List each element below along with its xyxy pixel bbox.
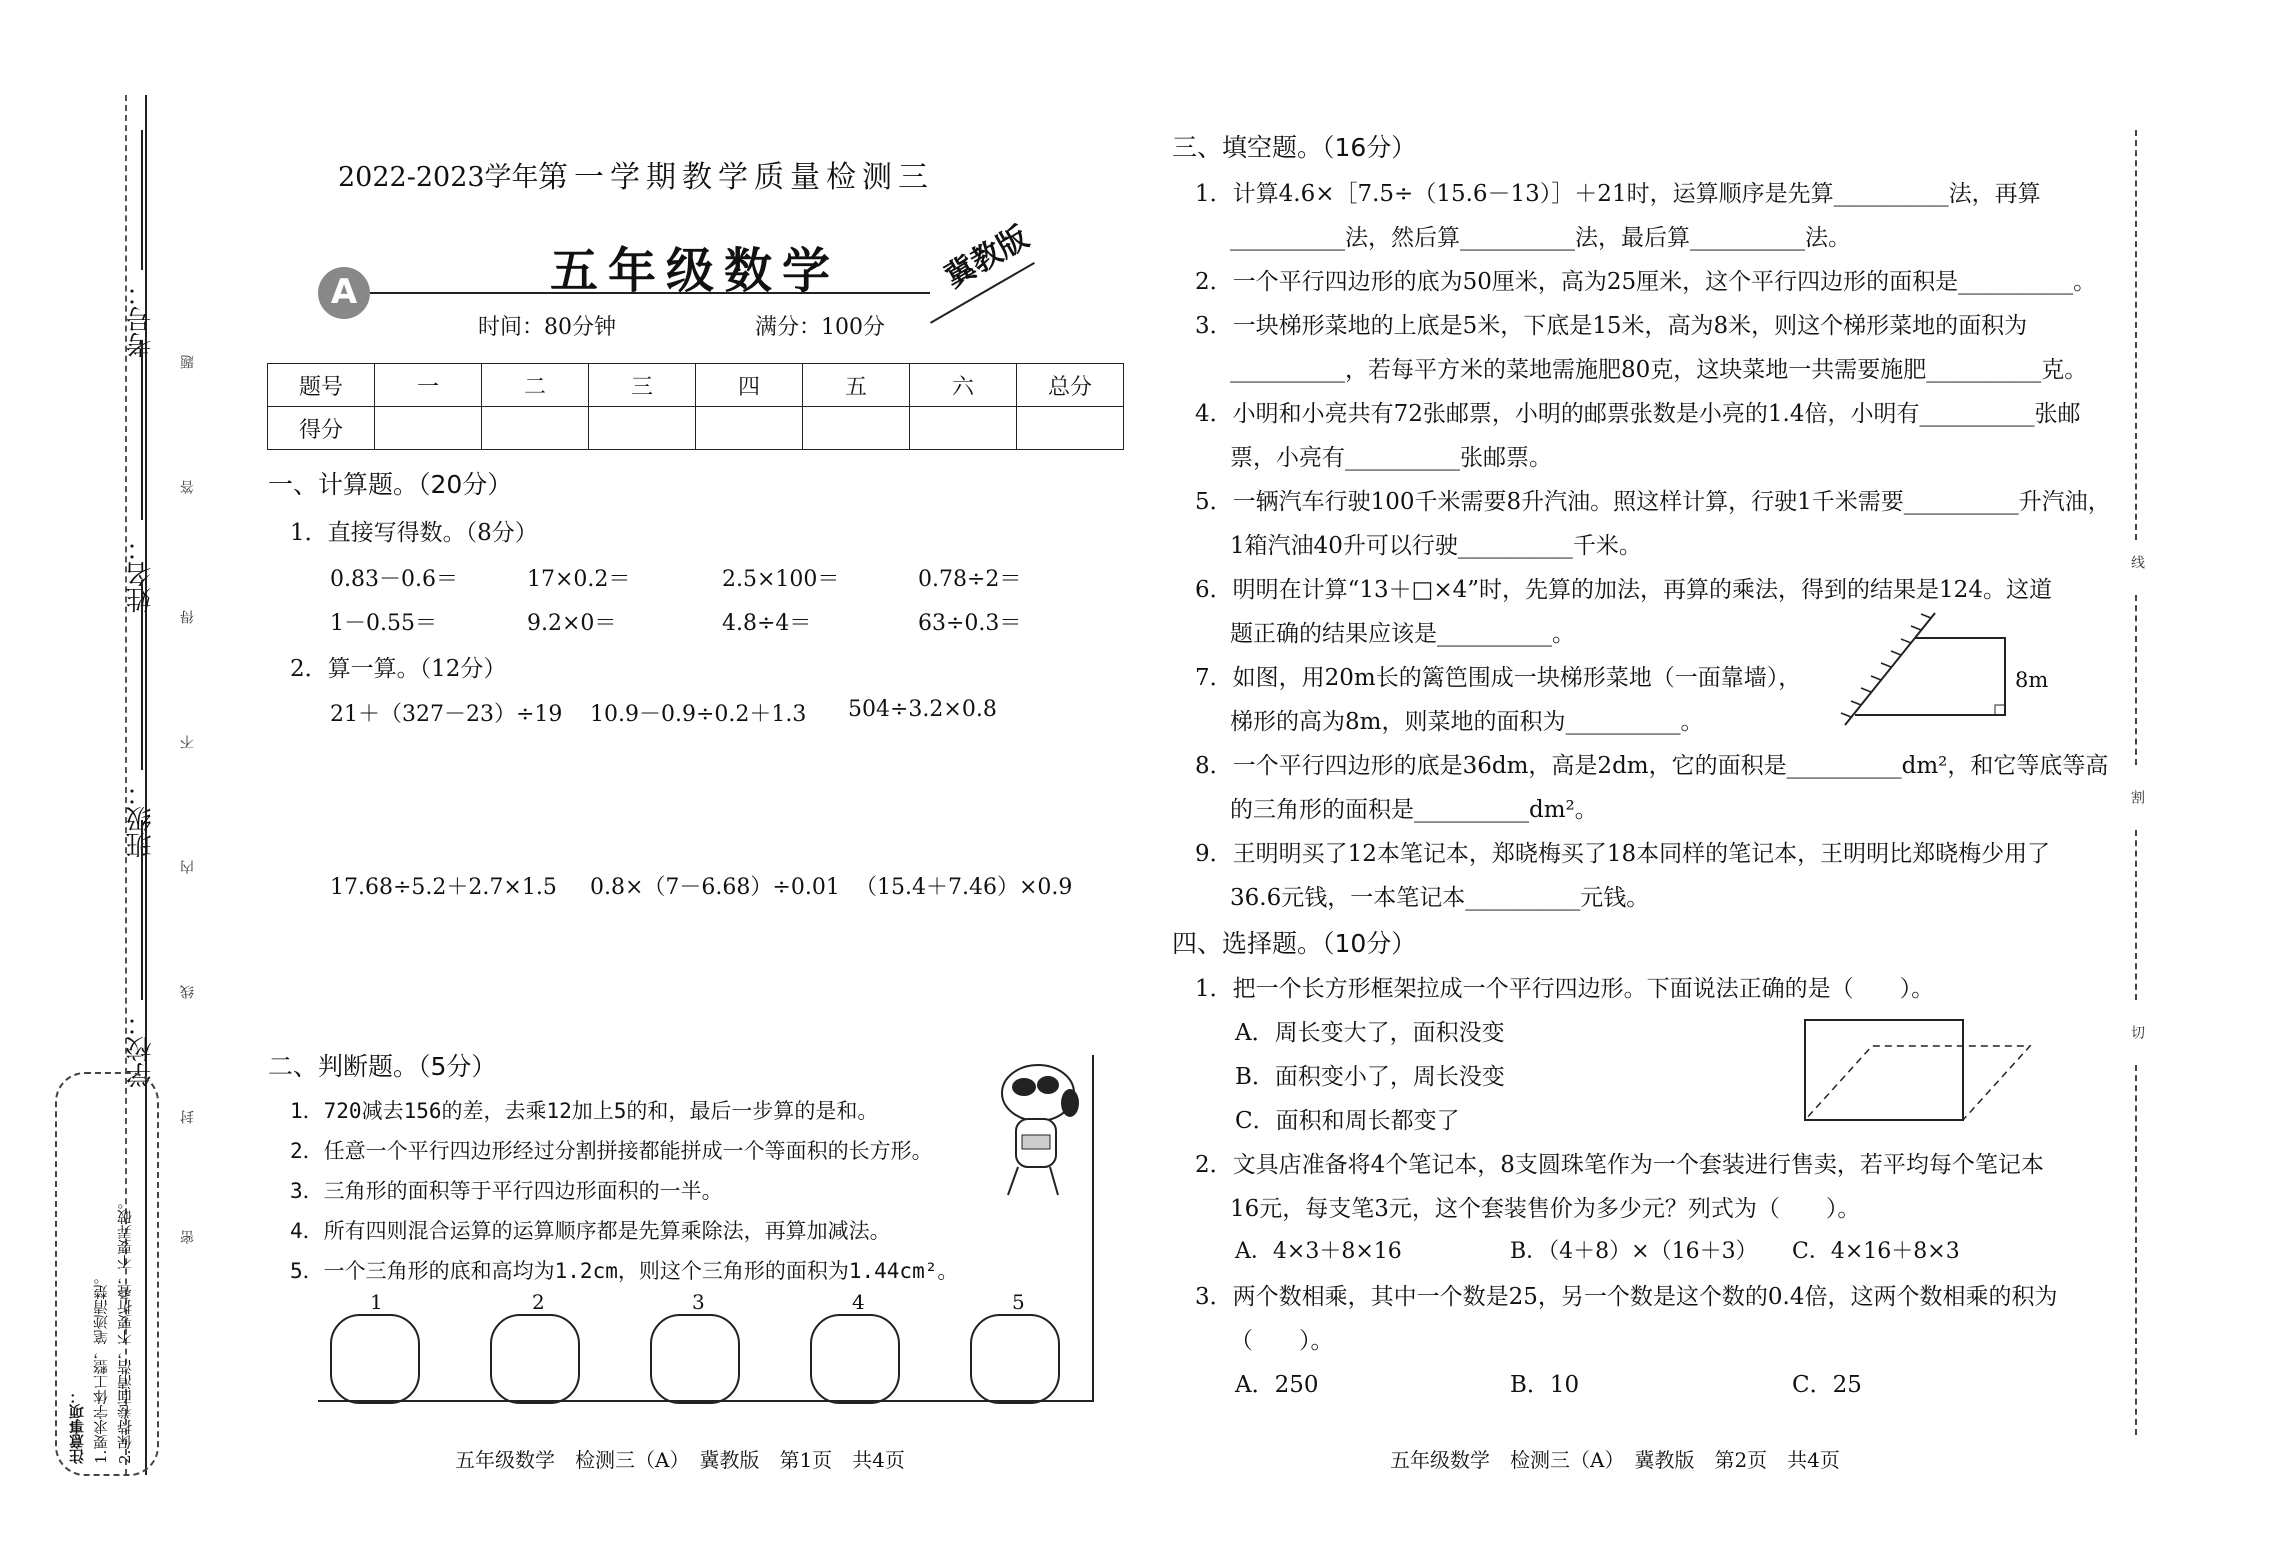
judgement-item: 2．任意一个平行四边形经过分割拼接都能拼成一个等面积的长方形。 bbox=[290, 1139, 933, 1163]
edition-badge: A bbox=[318, 267, 370, 319]
fill-line: 4．小明和小亮共有72张邮票，小明的邮票张数是小亮的1.4倍，小明有__________张邮 bbox=[1195, 401, 2081, 427]
fill-line: 题正确的结果应该是__________。 bbox=[1230, 621, 1575, 647]
cut-word: 不 bbox=[180, 735, 196, 749]
score-input-cell[interactable] bbox=[482, 407, 589, 450]
judgement-answer-box[interactable] bbox=[490, 1314, 580, 1404]
table-cell: 题号 bbox=[268, 364, 375, 407]
cut-word: 封 bbox=[180, 1110, 196, 1124]
cut-word: 线 bbox=[180, 985, 196, 999]
judgement-answer-box[interactable] bbox=[330, 1314, 420, 1404]
direct-calc-item: 4.8÷4＝ bbox=[722, 611, 812, 636]
cut-dashed-line bbox=[2135, 830, 2137, 1000]
cut-dashed-line bbox=[2135, 1065, 2137, 1435]
table-cell: 四 bbox=[696, 364, 803, 407]
school-year: 2022-2023学年 bbox=[338, 162, 539, 193]
choice-question: 1．把一个长方形框架拉成一个平行四边形。下面说法正确的是（ ）。 bbox=[1195, 976, 1935, 1002]
cut-word: 密 bbox=[180, 1230, 196, 1244]
section-title: 四、选择题。（10分） bbox=[1172, 929, 1417, 958]
note-item: 2.保持卷面清洁，不要折叠，不要弄破。 bbox=[116, 1194, 134, 1464]
answer-box-number: 1 bbox=[370, 1290, 383, 1314]
choice-question: 3．两个数相乘，其中一个数是25，另一个数是这个数的0.4倍，这两个数相乘的积为 bbox=[1195, 1284, 2058, 1310]
section-title: 一、计算题。（20分） bbox=[268, 470, 513, 499]
snoopy-illustration-icon bbox=[978, 1055, 1098, 1200]
choice-option[interactable]: A．250 bbox=[1235, 1372, 1319, 1398]
cut-word: 切 bbox=[2129, 1025, 2145, 1039]
cut-word: 线 bbox=[2129, 555, 2145, 569]
fill-line: 7．如图，用20m长的篱笆围成一块梯形菜地（一面靠墙）， bbox=[1195, 665, 1802, 691]
fill-line: 8．一个平行四边形的底是36dm，高是2dm，它的面积是__________dm²，和它等底等高 bbox=[1195, 753, 2109, 779]
fill-line: 36.6元钱，一本笔记本__________元钱。 bbox=[1230, 885, 1650, 911]
calc-item: 10.9－0.9÷0.2＋1.3 bbox=[590, 702, 807, 727]
cut-word: 割 bbox=[2129, 790, 2145, 804]
cut-word: 内 bbox=[180, 860, 196, 874]
judgement-answer-box[interactable] bbox=[810, 1314, 900, 1404]
answer-area-border bbox=[1092, 1055, 1094, 1400]
table-cell: 二 bbox=[482, 364, 589, 407]
fill-line: 2．一个平行四边形的底为50厘米，高为25厘米，这个平行四边形的面积是__________。 bbox=[1195, 269, 2097, 295]
calc-item: 17.68÷5.2＋2.7×1.5 bbox=[330, 875, 557, 900]
cut-word: 题 bbox=[180, 355, 196, 369]
direct-calc-item: 0.83－0.6＝ bbox=[330, 567, 458, 592]
score-table-score-row bbox=[268, 407, 1124, 450]
table-cell: 三 bbox=[589, 364, 696, 407]
note-item: 1.要求字体工整，笔迹清楚。 bbox=[92, 1269, 110, 1464]
direct-calc-item: 2.5×100＝ bbox=[722, 567, 840, 592]
exam-title: 五年级数学 bbox=[550, 243, 841, 299]
table-cell: 一 bbox=[375, 364, 482, 407]
table-cell: 五 bbox=[803, 364, 910, 407]
school-label: 学校： bbox=[126, 1010, 156, 1088]
choice-option[interactable]: C．4×16＋8×3 bbox=[1792, 1239, 1960, 1264]
table-cell: 得分 bbox=[268, 407, 375, 450]
fill-line: 3．一块梯形菜地的上底是5米，下底是15米，高为8米，则这个梯形菜地的面积为 bbox=[1195, 313, 2028, 339]
answer-box-number: 3 bbox=[692, 1290, 705, 1314]
exam-term: 第一学期教学质量检测三 bbox=[538, 160, 934, 195]
choice-option[interactable]: C．25 bbox=[1792, 1372, 1862, 1398]
score-input-cell[interactable] bbox=[1017, 407, 1124, 450]
page-footer-right: 五年级数学 检测三（A） 冀教版 第2页 共4页 bbox=[1390, 1448, 1840, 1472]
class-field[interactable] bbox=[141, 580, 143, 770]
figure-height-label: 8m bbox=[2015, 668, 2049, 692]
direct-calc-item: 9.2×0＝ bbox=[527, 611, 617, 636]
direct-calc-item: 17×0.2＝ bbox=[527, 567, 631, 592]
score-input-cell[interactable] bbox=[375, 407, 482, 450]
calc-item: 0.8×（7－6.68）÷0.01 bbox=[590, 875, 840, 900]
direct-calc-item: 0.78÷2＝ bbox=[918, 567, 1022, 592]
choice-question: 2．文具店准备将4个笔记本，8支圆珠笔作为一个套装进行售卖，若平均每个笔记本 bbox=[1195, 1152, 2044, 1178]
score-input-cell[interactable] bbox=[589, 407, 696, 450]
fill-line: 1箱汽油40升可以行驶__________千米。 bbox=[1230, 533, 1642, 559]
calc-item: （15.4＋7.46）×0.9 bbox=[855, 875, 1073, 900]
name-label: 姓名： bbox=[126, 535, 156, 613]
notes-box bbox=[55, 1072, 159, 1476]
choice-option[interactable]: B．10 bbox=[1510, 1372, 1580, 1398]
direct-calc-item: 1－0.55＝ bbox=[330, 611, 437, 636]
notes-title: 注意事项： bbox=[68, 1389, 86, 1464]
cut-dashed-line bbox=[2135, 595, 2137, 765]
school-field[interactable] bbox=[141, 820, 143, 1000]
cut-dashed-line bbox=[2135, 130, 2137, 540]
fill-line: 1．计算4.6×［7.5÷（15.6－13）］＋21时，运算顺序是先算__________法，再算 bbox=[1195, 181, 2041, 207]
calc-item: 21＋（327－23）÷19 bbox=[330, 702, 563, 727]
page-footer-left: 五年级数学 检测三（A） 冀教版 第1页 共4页 bbox=[455, 1448, 905, 1472]
fill-line: 票，小亮有__________张邮票。 bbox=[1230, 445, 1552, 471]
answer-box-number: 4 bbox=[852, 1290, 865, 1314]
answer-box-number: 2 bbox=[532, 1290, 545, 1314]
fill-line: 9．王明明买了12本笔记本，郑晓梅买了18本同样的笔记本，王明明比郑晓梅少用了 bbox=[1195, 841, 2051, 867]
name-field[interactable] bbox=[141, 340, 143, 520]
score-input-cell[interactable] bbox=[803, 407, 910, 450]
choice-option[interactable]: B．面积变小了，周长没变 bbox=[1235, 1064, 1505, 1090]
judgement-item: 5．一个三角形的底和高均为1.2cm，则这个三角形的面积为1.44cm²。 bbox=[290, 1259, 959, 1283]
choice-option[interactable]: C．面积和周长都变了 bbox=[1235, 1108, 1460, 1134]
score-input-cell[interactable] bbox=[910, 407, 1017, 450]
fill-line: 的三角形的面积是__________dm²。 bbox=[1230, 797, 1598, 823]
score-table bbox=[267, 363, 1124, 450]
cut-word: 得 bbox=[180, 610, 196, 624]
judgement-item: 3．三角形的面积等于平行四边形面积的一半。 bbox=[290, 1179, 723, 1203]
table-cell: 总分 bbox=[1017, 364, 1124, 407]
exam-score: 满分：100分 bbox=[755, 315, 885, 340]
choice-option[interactable]: B．（4＋8）×（16＋3） bbox=[1510, 1239, 1758, 1264]
table-cell: 六 bbox=[910, 364, 1017, 407]
fill-line: 6．明明在计算“13＋□×4”时，先算的加法，再算的乘法，得到的结果是124。这道 bbox=[1195, 577, 2052, 603]
cut-word: 答 bbox=[180, 480, 196, 494]
choice-question: 16元，每支笔3元，这个套装售价为多少元？列式为（ ）。 bbox=[1230, 1196, 1861, 1222]
judgement-answer-box[interactable] bbox=[650, 1314, 740, 1404]
section-title: 二、判断题。（5分） bbox=[268, 1052, 497, 1081]
trapezoid-garden-figure bbox=[1835, 605, 2035, 735]
choice-option[interactable]: A．周长变大了，面积没变 bbox=[1235, 1020, 1505, 1046]
choice-question: （ ）。 bbox=[1230, 1328, 1334, 1354]
judgement-item: 1．720减去156的差，去乘12加上5的和，最后一步算的是和。 bbox=[290, 1099, 879, 1123]
question-subtitle: 2．算一算。（12分） bbox=[290, 656, 507, 682]
score-table-header-row bbox=[268, 364, 1124, 407]
question-subtitle: 1．直接写得数。（8分） bbox=[290, 520, 538, 546]
exam-time: 时间：80分钟 bbox=[478, 315, 616, 340]
answer-box-number: 5 bbox=[1012, 1290, 1025, 1314]
judgement-answer-box[interactable] bbox=[970, 1314, 1060, 1404]
score-input-cell[interactable] bbox=[696, 407, 803, 450]
exam-number-field[interactable] bbox=[141, 130, 143, 270]
class-label: 班级： bbox=[126, 780, 156, 858]
section-title: 三、填空题。（16分） bbox=[1172, 133, 1417, 162]
fill-line: __________法，然后算__________法，最后算__________法。 bbox=[1230, 225, 1851, 251]
judgement-item: 4．所有四则混合运算的运算顺序都是先算乘除法，再算加减法。 bbox=[290, 1219, 891, 1243]
calc-item: 504÷3.2×0.8 bbox=[848, 697, 997, 722]
fill-line: 梯形的高为8m，则菜地的面积为__________。 bbox=[1230, 709, 1704, 735]
fill-line: __________，若每平方米的菜地需施肥80克，这块菜地一共需要施肥__________克。 bbox=[1230, 357, 2088, 383]
choice-option[interactable]: A．4×3＋8×16 bbox=[1235, 1239, 1402, 1264]
exam-number-label: 考号： bbox=[126, 280, 156, 358]
edition-label: 冀教版 bbox=[939, 219, 1035, 296]
fill-line: 5．一辆汽车行驶100千米需要8升汽油。照这样计算，行驶1千米需要__________升汽油， bbox=[1195, 489, 2111, 515]
rectangle-parallelogram-figure bbox=[1800, 1018, 2040, 1128]
direct-calc-item: 63÷0.3＝ bbox=[918, 611, 1022, 636]
